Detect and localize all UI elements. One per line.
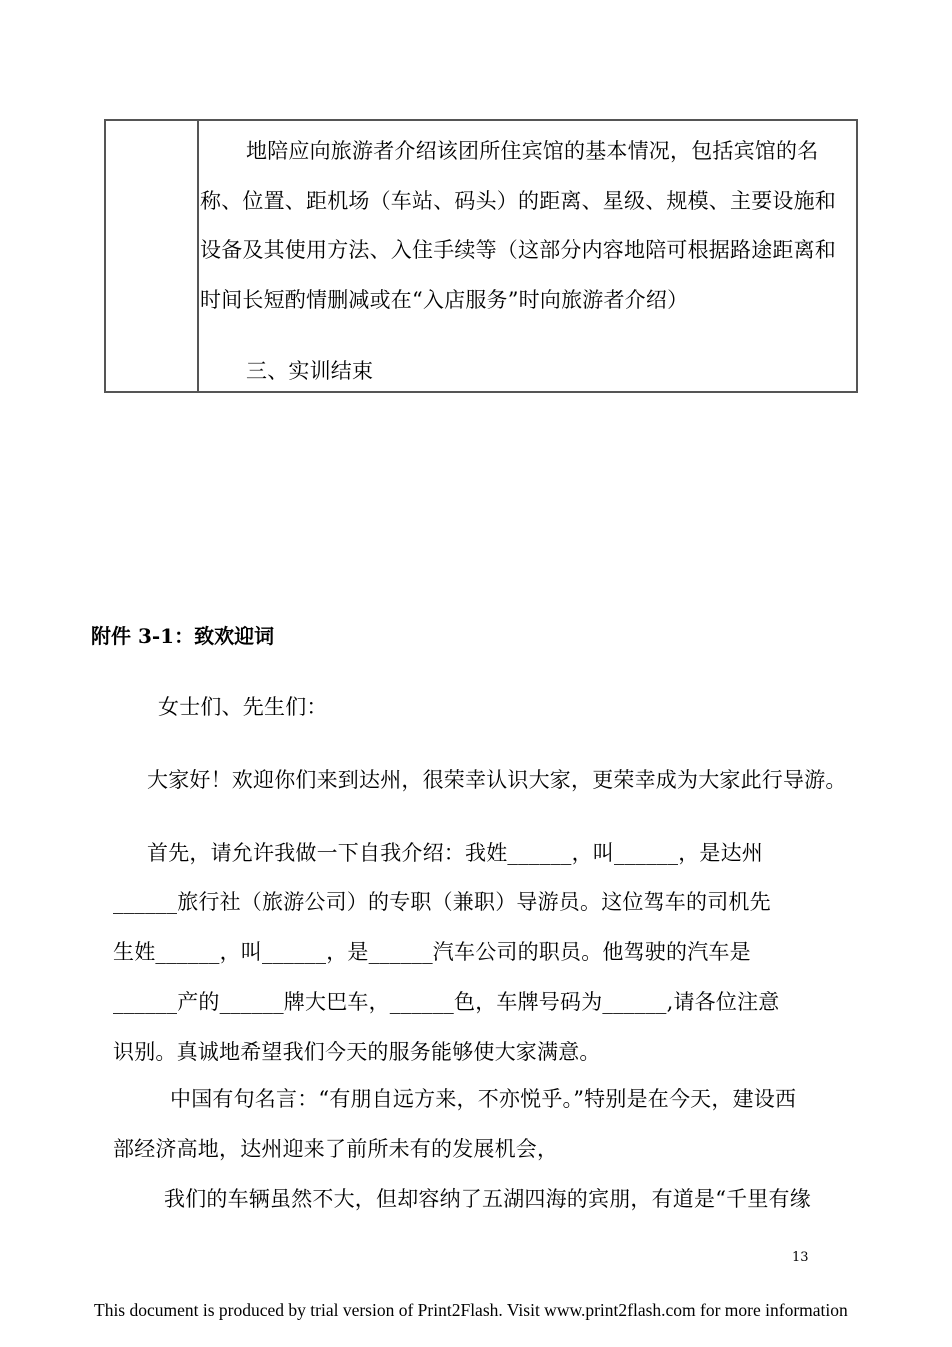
paragraph-line: 首先，请允许我做一下自我介绍：我姓______，叫______，是达州 [147,841,763,865]
table-cell-line-3: 设备及其使用方法、入住手续等（这部分内容地陪可根据路途距离和 [200,238,836,262]
paragraph-line: ______旅行社（旅游公司）的专职（兼职）导游员。这位驾车的司机先 [113,890,771,914]
trial-version-footer: This document is produced by trial version of Print2Flash. Visit www.print2flash.com for more information [94,1300,848,1320]
table-column-divider [197,121,199,391]
paragraph-line: 大家好！欢迎你们来到达州，很荣幸认识大家，更荣幸成为大家此行导游。 [147,768,847,792]
paragraph-line: 中国有句名言：“有朋自远方来，不亦悦乎。”特别是在今天，建设西 [170,1087,797,1111]
table [104,119,858,393]
page-number: 13 [792,1250,809,1265]
paragraph-line: ______产的______牌大巴车，______色，车牌号码为______,请各位注意 [113,990,780,1014]
paragraph-line: 部经济高地，达州迎来了前所未有的发展机会， [113,1137,559,1161]
table-cell-line-5: 三、实训结束 [246,359,374,383]
paragraph-line: 生姓______，叫______，是______汽车公司的职员。他驾驶的汽车是 [113,940,751,964]
attachment-heading: 附件 3-1：致欢迎词 [91,624,275,648]
table-cell-line-4: 时间长短酌情删减或在“入店服务”时向旅游者介绍） [200,288,689,312]
table-cell-line-1: 地陪应向旅游者介绍该团所住宾馆的基本情况，包括宾馆的名 [246,139,819,163]
paragraph-line: 我们的车辆虽然不大，但却容纳了五湖四海的宾朋，有道是“千里有缘 [164,1187,811,1211]
paragraph-line: 识别。真诚地希望我们今天的服务能够使大家满意。 [113,1040,601,1064]
greeting-line: 女士们、先生们： [158,695,328,719]
table-cell-line-2: 称、位置、距机场（车站、码头）的距离、星级、规模、主要设施和 [200,189,836,213]
